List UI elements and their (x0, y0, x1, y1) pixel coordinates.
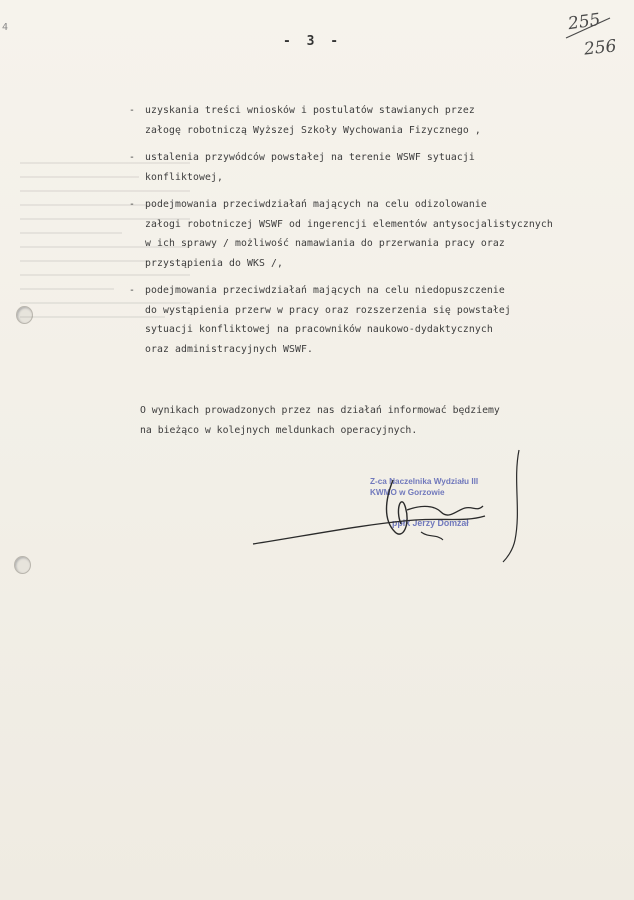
bullet-item (130, 281, 620, 359)
bullet-dash: - (129, 285, 135, 296)
bullet-item (130, 148, 620, 187)
bullet-line: przystąpienia do WKS /, (145, 257, 283, 269)
bullet-line: oraz administracyjnych WSWF. (145, 343, 313, 355)
closing-line: na bieżąco w kolejnych meldunkach operacyjnych. (140, 425, 418, 436)
bullet-line: uzyskania treści wniosków i postulatów stawianych przez (145, 105, 475, 116)
bullet-line: załogę robotniczą Wyższej Szkoły Wychowania Fizycznego , (145, 124, 481, 136)
stamp-title: Z-ca Naczelnika Wydziału III (370, 477, 479, 486)
closing-line: O wynikach prowadzonych przez nas działań informować będziemy (140, 405, 500, 416)
bullet-dash: - (129, 199, 135, 210)
bullet-line: w ich sprawy / możliwość namawiania do przerwania pracy oraz (145, 238, 505, 249)
archive-number-struck: 255 (566, 9, 602, 35)
handwritten-signature (245, 440, 545, 570)
bullet-line: ustalenia przywódców powstałej na terenie WSWF sytuacji (145, 152, 475, 163)
bullet-line: konfliktowej, (145, 171, 223, 183)
bullet-item (130, 101, 620, 140)
closing-paragraph (140, 401, 610, 441)
bullet-item (130, 195, 620, 273)
bullet-line: podejmowania przeciwdziałań mających na celu niedopuszczenie (145, 285, 505, 296)
archive-number: 256 (583, 36, 618, 60)
punch-hole-bottom (14, 556, 31, 574)
edge-mark: 4 (2, 22, 9, 33)
bullet-dash: - (129, 152, 135, 163)
stamp-name: ppłk Jerzy Domżał (392, 518, 469, 528)
stamp-unit: KWMO w Gorzowie (370, 488, 445, 497)
bullet-line: załogi robotniczej WSWF od ingerencji elementów antysocjalistycznych (145, 218, 553, 230)
bullet-line: podejmowania przeciwdziałań mających na celu odizolowanie (145, 199, 487, 210)
page-number: - 3 - (283, 34, 343, 49)
bullet-line: do wystąpienia przerw w pracy oraz rozszerzenia się powstałej (145, 304, 511, 316)
bullet-dash: - (129, 105, 135, 116)
bullet-list (130, 101, 620, 367)
bullet-line: sytuacji konfliktowej na pracowników naukowo-dydaktycznych (145, 324, 493, 335)
